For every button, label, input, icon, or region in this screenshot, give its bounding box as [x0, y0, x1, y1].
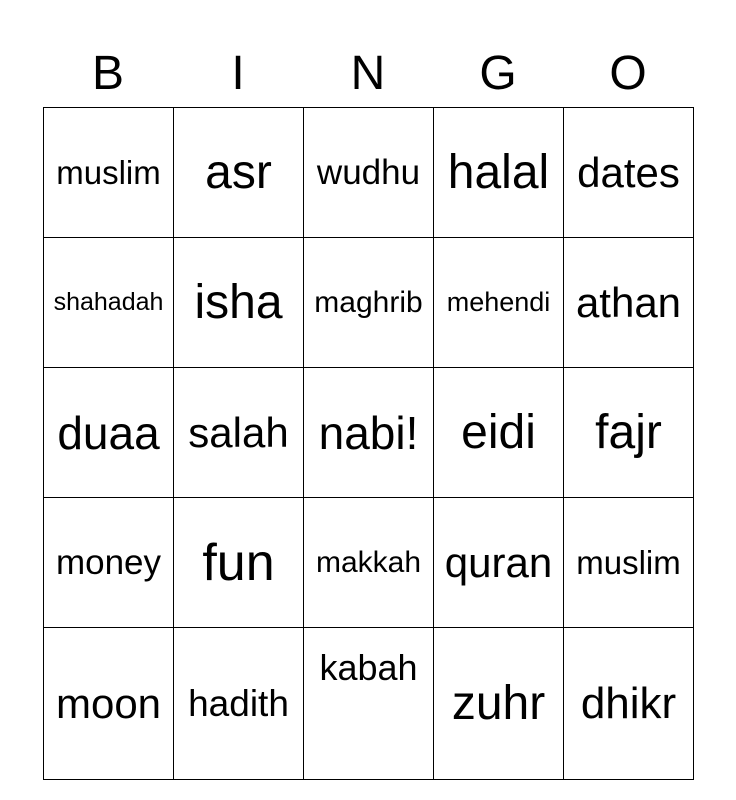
bingo-cell[interactable]: eidi [434, 368, 564, 498]
bingo-cell[interactable]: money [44, 498, 174, 628]
bingo-cell[interactable]: quran [434, 498, 564, 628]
bingo-card-grid [43, 107, 694, 780]
header-letter-b: B [91, 47, 124, 100]
bingo-cell[interactable]: fun [174, 498, 304, 628]
grid-row [44, 108, 694, 238]
header-letter-n: N [350, 47, 386, 100]
bingo-cell[interactable]: mehendi [434, 238, 564, 368]
grid-row [44, 498, 694, 628]
grid-row [44, 628, 694, 780]
bingo-header [43, 44, 693, 104]
bingo-cell[interactable]: shahadah [44, 238, 174, 368]
bingo-cell[interactable]: isha [174, 238, 304, 368]
grid-row [44, 368, 694, 498]
bingo-cell[interactable]: kabah [304, 628, 434, 780]
bingo-cell[interactable]: dhikr [564, 628, 694, 780]
bingo-cell[interactable]: maghrib [304, 238, 434, 368]
bingo-cell[interactable]: nabi! [304, 368, 434, 498]
bingo-cell[interactable]: wudhu [304, 108, 434, 238]
bingo-cell[interactable]: hadith [174, 628, 304, 780]
bingo-cell[interactable]: moon [44, 628, 174, 780]
bingo-cell[interactable]: makkah [304, 498, 434, 628]
header-letter-o: O [609, 47, 647, 100]
grid-row [44, 238, 694, 368]
header-letter-g: G [479, 47, 517, 100]
header-letter-i: I [231, 47, 245, 100]
bingo-cell[interactable]: halal [434, 108, 564, 238]
bingo-cell[interactable]: zuhr [434, 628, 564, 780]
bingo-cell[interactable]: muslim [564, 498, 694, 628]
bingo-cell[interactable]: fajr [564, 368, 694, 498]
bingo-cell[interactable]: asr [174, 108, 304, 238]
bingo-cell[interactable]: muslim [44, 108, 174, 238]
bingo-cell[interactable]: dates [564, 108, 694, 238]
bingo-cell[interactable]: salah [174, 368, 304, 498]
bingo-cell[interactable]: duaa [44, 368, 174, 498]
bingo-cell[interactable]: athan [564, 238, 694, 368]
